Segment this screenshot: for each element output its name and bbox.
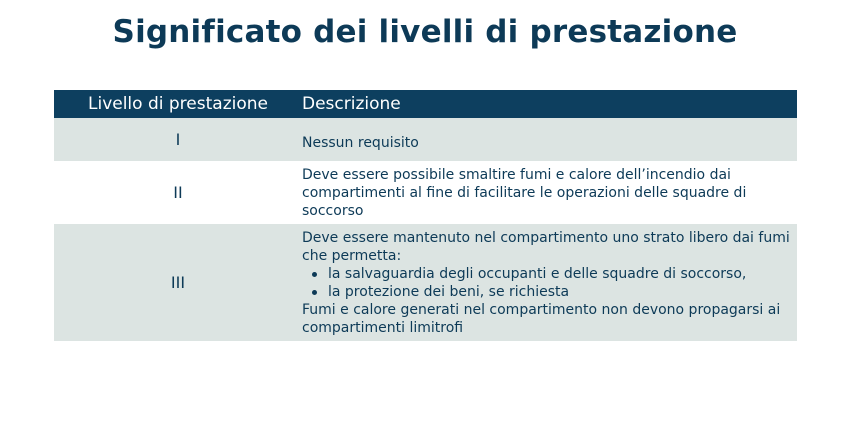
description-cell — [302, 229, 797, 337]
description-intro: Deve essere mantenuto nel compartimento uno strato libero dai fumi che permetta: — [302, 229, 790, 264]
table-row — [54, 224, 797, 341]
description-cell: Nessun requisito — [302, 134, 419, 151]
page-title: Significato dei livelli di prestazione — [112, 14, 738, 50]
column-header-description: Descrizione — [302, 94, 401, 114]
table-header-row — [54, 90, 797, 118]
performance-levels-table — [54, 90, 797, 341]
level-cell: II — [173, 182, 183, 202]
level-cell: III — [170, 272, 186, 292]
table-row — [54, 118, 797, 161]
table-row — [54, 161, 797, 224]
column-header-level: Livello di prestazione — [88, 94, 268, 114]
bullet-item: la salvaguardia degli occupanti e delle squadre di soccorso, — [312, 265, 791, 283]
description-cell: Deve essere possibile smaltire fumi e calore dell’incendio dai compartimenti al fine di facilitare le operazioni delle squadre di soccorso — [302, 166, 747, 219]
bullet-item: la protezione dei beni, se richiesta — [312, 283, 791, 301]
description-bullet-list — [302, 265, 791, 301]
level-cell: I — [175, 129, 181, 149]
description-outro: Fumi e calore generati nel compartimento non devono propagarsi ai compartimenti limitrofi — [302, 301, 781, 336]
